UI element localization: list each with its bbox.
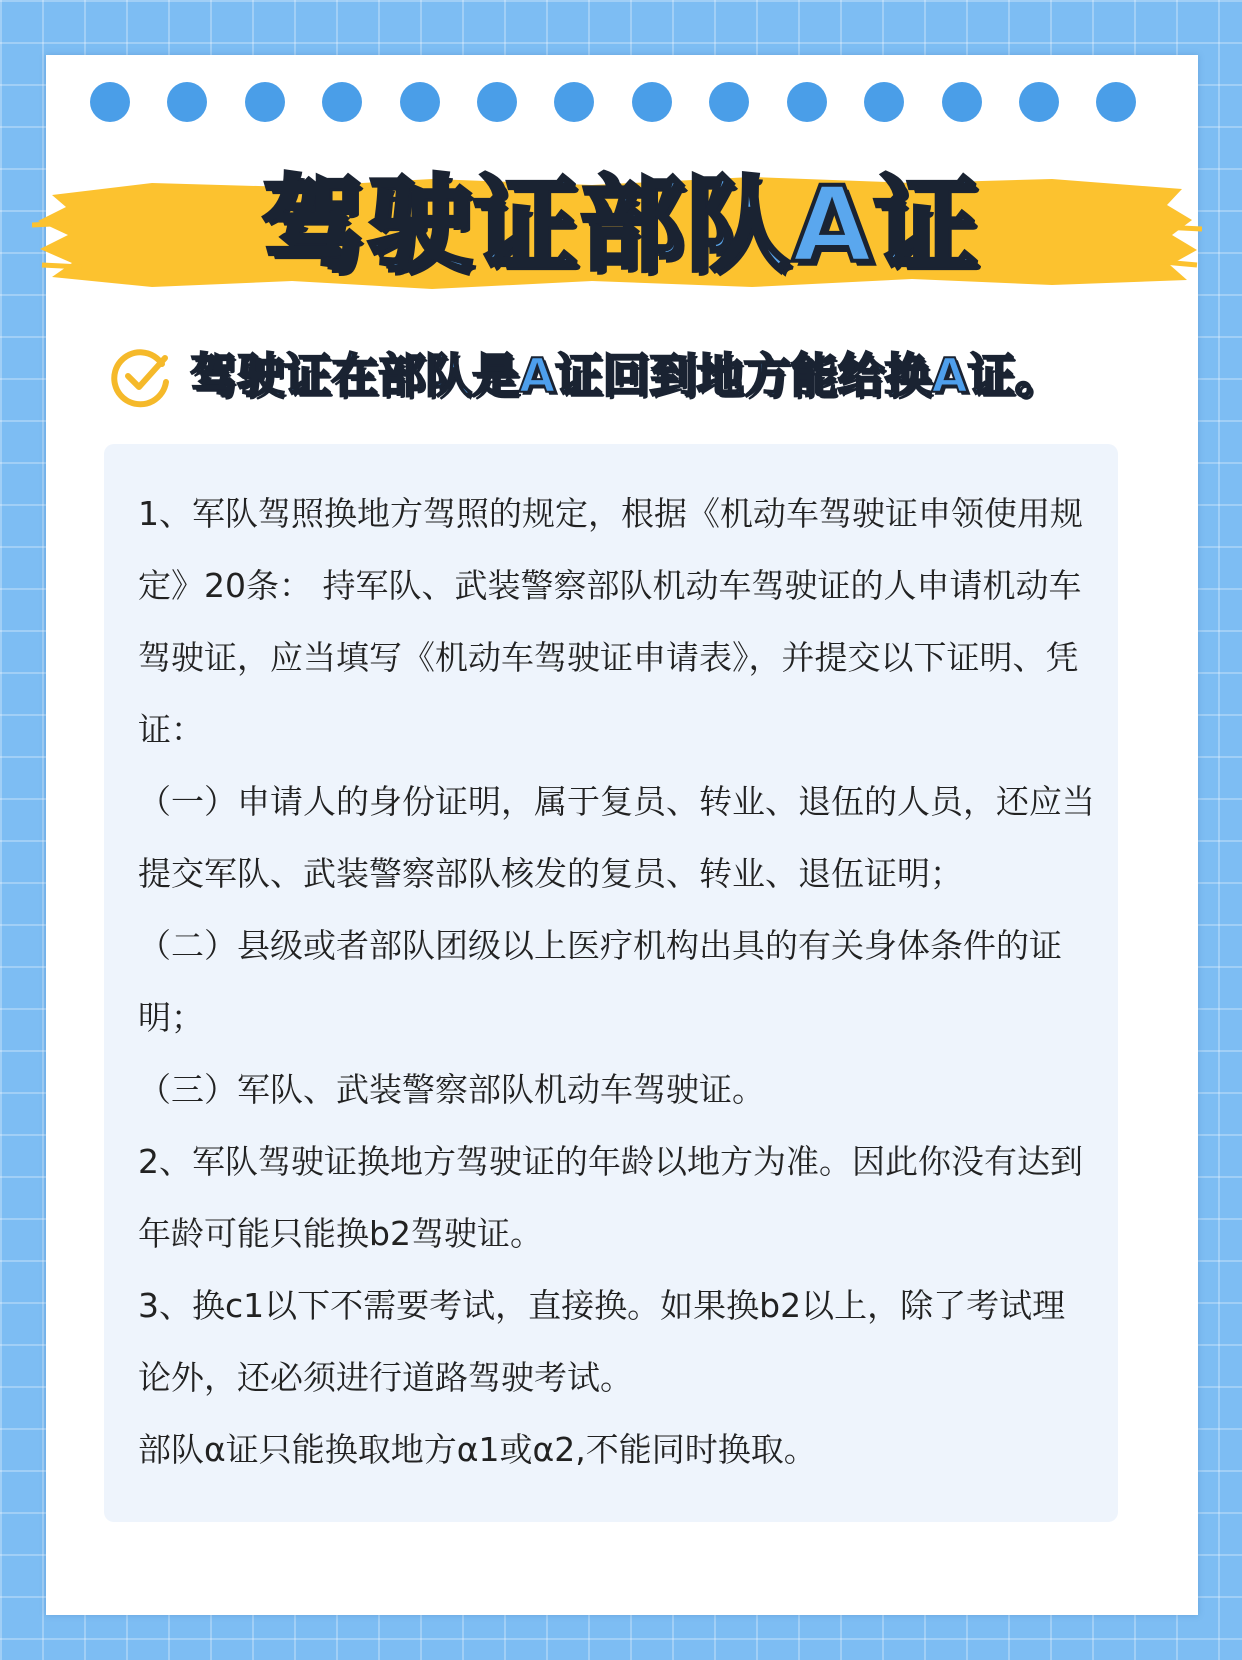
paragraph-item-three: （三）军队、武装警察部队机动车驾驶证。 [138, 1070, 765, 1109]
binder-holes [90, 82, 1160, 122]
binder-hole-icon [1019, 82, 1059, 122]
binder-hole-icon [554, 82, 594, 122]
paragraph-exam-rule: 3、换c1以下不需要考试，直接换。如果换b2以上，除了考试理论外，还必须进行道路驾驶考试。 [138, 1286, 1066, 1397]
paragraph-item-two: （二）县级或者部队团级以上医疗机构出具的有关身体条件的证明； [138, 926, 1062, 1037]
binder-hole-icon [322, 82, 362, 122]
paragraph-rule-intro: 1、军队驾照换地方驾照的规定，根据《机动车驾驶证申领使用规定》20条： 持军队、武装警察部队机动车驾驶证的人申请机动车驾驶证，应当填写《机动车驾驶证申请表》，并提交以下证明、凭证： [138, 494, 1083, 749]
binder-hole-icon [400, 82, 440, 122]
binder-hole-icon [90, 82, 130, 122]
binder-hole-icon [787, 82, 827, 122]
paragraph-item-one: （一）申请人的身份证明，属于复员、转业、退伍的人员，还应当提交军队、武装警察部队核发的复员、转业、退伍证明； [138, 782, 1095, 893]
binder-hole-icon [864, 82, 904, 122]
binder-hole-icon [942, 82, 982, 122]
page-title: 驾驶证部队A证 [261, 164, 981, 286]
torn-paper-edge [0, 1530, 1242, 1660]
binder-hole-icon [709, 82, 749, 122]
binder-hole-icon [477, 82, 517, 122]
binder-hole-icon [1096, 82, 1136, 122]
binder-hole-icon [632, 82, 672, 122]
binder-hole-icon [167, 82, 207, 122]
binder-hole-icon [245, 82, 285, 122]
paragraph-age-rule: 2、军队驾驶证换地方驾驶证的年龄以地方为准。因此你没有达到年龄可能只能换b2驾驶证。 [138, 1142, 1083, 1253]
paragraph-a-license-note: 部队α证只能换取地方α1或α2,不能同时换取。 [138, 1430, 817, 1469]
check-circle-icon [110, 346, 172, 408]
subtitle-highlight: 驾驶证在部队是A证回到地方能给换A证。 [190, 349, 1062, 404]
